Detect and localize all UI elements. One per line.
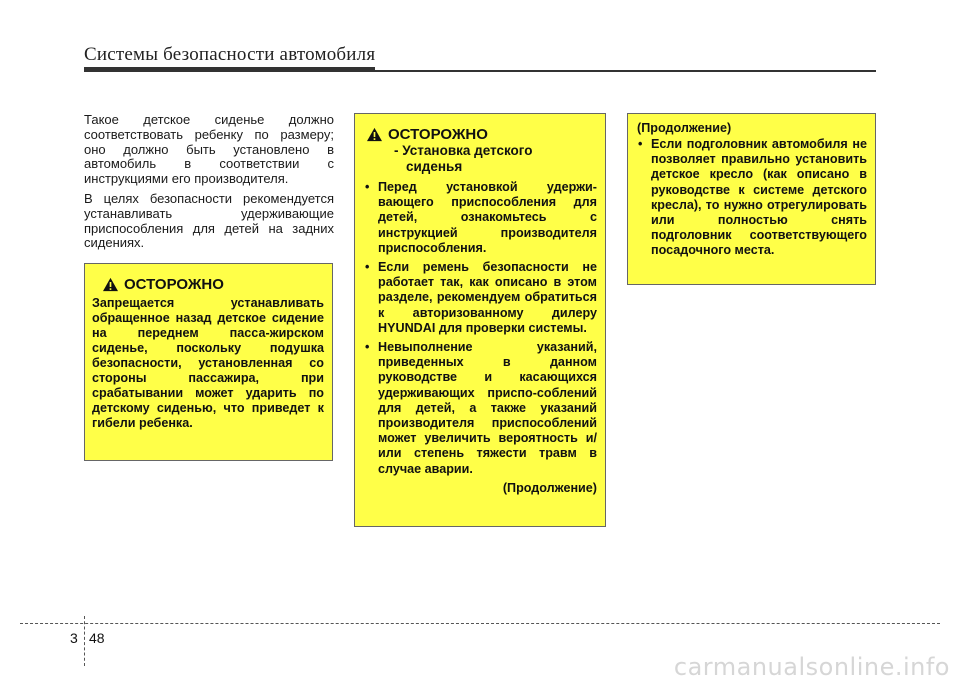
warning-body: Запрещается устанавливать обращенное назад детское сидение на переднем пасса-жирском сиденье, поскольку подушка безопасности, установленная со стороны пассажира, при срабатывании может ударить по детскому сиденью, что приведет к гибели ребенка. [92, 296, 324, 430]
warning-box-child-seat [354, 113, 606, 527]
list-item: • Перед установкой удержи-вающего приспособления для детей, ознакомьтесь с инструкцией производителя приспособления. [364, 180, 597, 256]
continued-label: (Продолжение) [637, 121, 732, 135]
continued-label: (Продолжение) [502, 480, 597, 495]
warning-header [364, 126, 597, 143]
warning-triangle-icon [102, 277, 119, 292]
warning-triangle-icon [366, 127, 383, 142]
warning-title: ОСТОРОЖНО [124, 276, 224, 293]
list-item: • Если ремень безопасности не работает так, как описано в этом разделе, рекомендуем обратиться к авторизованному дилеру HYUNDAI для проверки системы. [364, 260, 597, 336]
warning-title: ОСТОРОЖНО [388, 126, 488, 143]
intro-paragraph: В целях безопасности рекомендуется устанавливать удерживающие приспособления для детей на задних сидениях. [84, 190, 334, 251]
warning-box-continued [627, 113, 876, 285]
chapter-number: 3 [70, 630, 78, 646]
intro-paragraph: Такое детское сиденье должно соответствовать ребенку по размеру; оно должно быть установлено в автомобиль в соответствии с инструкциями его производителя. [84, 112, 334, 187]
watermark: carmanualsonline.info [673, 653, 950, 681]
warning-subtitle-line: сиденья [406, 159, 463, 174]
warning-header [92, 276, 324, 293]
footer-divider [84, 616, 85, 666]
list-item: • Если подголовник автомобиля не позволяет правильно установить детское кресло (как описано в руководстве к системе детского кресла), то нужно отрегулировать или полностью снять подголовник соответствующего посадочного места. [637, 137, 867, 259]
warning-bullet-list [637, 137, 867, 259]
page-number: 48 [89, 630, 105, 646]
warning-box-front-seat [84, 263, 333, 461]
header-rule-thick [84, 67, 375, 72]
list-item: • Невыполнение указаний, приведенных в данном руководстве и касающихся удерживающих приспо-соблений для детей, а также указаний производителя приспособлений может увеличить вероятность и/или степень тяжести травм в случае аварии. [364, 340, 597, 477]
footer-rule [20, 623, 940, 624]
warning-subtitle [364, 143, 597, 175]
section-title: Системы безопасности автомобиля [84, 44, 376, 65]
warning-bullet-list [364, 180, 597, 477]
header-rule-thin [375, 70, 876, 72]
intro-text [84, 113, 334, 256]
warning-subtitle-line: - Установка детского [394, 143, 533, 158]
